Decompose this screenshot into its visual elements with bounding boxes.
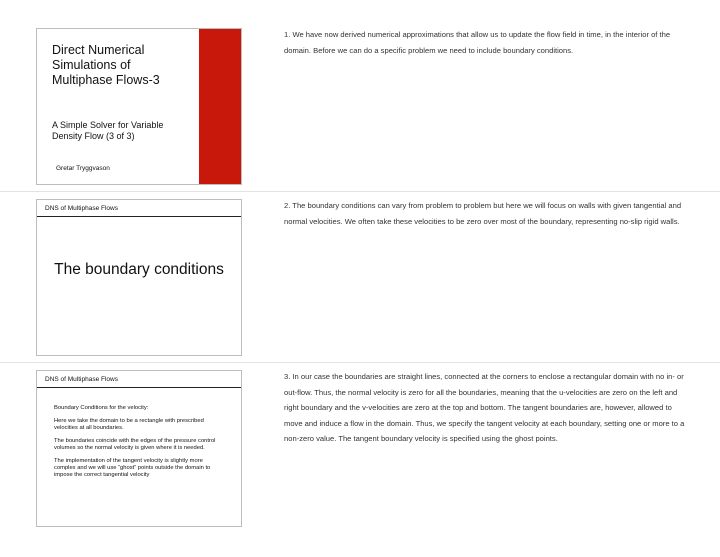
accent-bar	[199, 29, 241, 184]
body-paragraph: The implementation of the tangent velocity is slightly more complex and we will use “ghost” points outside the domain to impose the correct tangential velocity	[54, 457, 211, 478]
page-divider	[0, 362, 720, 363]
body-paragraph: The boundaries coincide with the edges of the pressure control volumes so the normal velocity is given where it is needed.	[54, 437, 216, 451]
speaker-note-1: 1. We have now derived numerical approximations that allow us to update the flow field in time, in the interior of the domain. Before we can do a specific problem we need to include boundary conditions.	[284, 30, 671, 55]
header-rule	[37, 387, 241, 388]
speaker-note-2: 2. The boundary conditions can vary from problem to problem but here we will focus on walls with given tangential and normal velocities. We often take these velocities to be zero over most of the boundary, representing no-slip rigid walls.	[284, 201, 682, 226]
slide-title: The boundary conditions	[54, 261, 224, 278]
slide-header: DNS of Multiphase Flows	[45, 205, 118, 212]
slide-title: Direct Numerical Simulations of Multiphase Flows-3	[52, 43, 160, 87]
body-paragraph: Here we take the domain to be a rectangle with prescribed velocities at all boundaries.	[54, 417, 204, 431]
slide-thumbnail-2	[36, 199, 242, 356]
header-rule	[37, 216, 241, 217]
slide-author: Gretar Tryggvason	[56, 165, 110, 172]
speaker-note-3: 3. In our case the boundaries are straight lines, connected at the corners to enclose a rectangular domain with no in- or out-flow. Thus, the normal velocity is zero for all the boundaries, meaning that the u-velocities are zero on the left and right boundary and the v-velocities are zero at the top and bottom. The tangent boundaries are, however, allowed to move and induce a flow in the domain. Thus, we specify the tangent velocity at each boundary, setting one or more to a non-zero value. The tangent boundary velocity is specified using the ghost points.	[284, 372, 685, 443]
body-paragraph: Boundary Conditions for the velocity:	[54, 405, 149, 411]
slide-body	[54, 405, 222, 485]
slide-header: DNS of Multiphase Flows	[45, 376, 118, 383]
slide-subtitle: A Simple Solver for Variable Density Flow (3 of 3)	[52, 120, 164, 141]
page-divider	[0, 191, 720, 192]
slide-thumbnail-3	[36, 370, 242, 527]
slide-thumbnail-1	[36, 28, 242, 185]
